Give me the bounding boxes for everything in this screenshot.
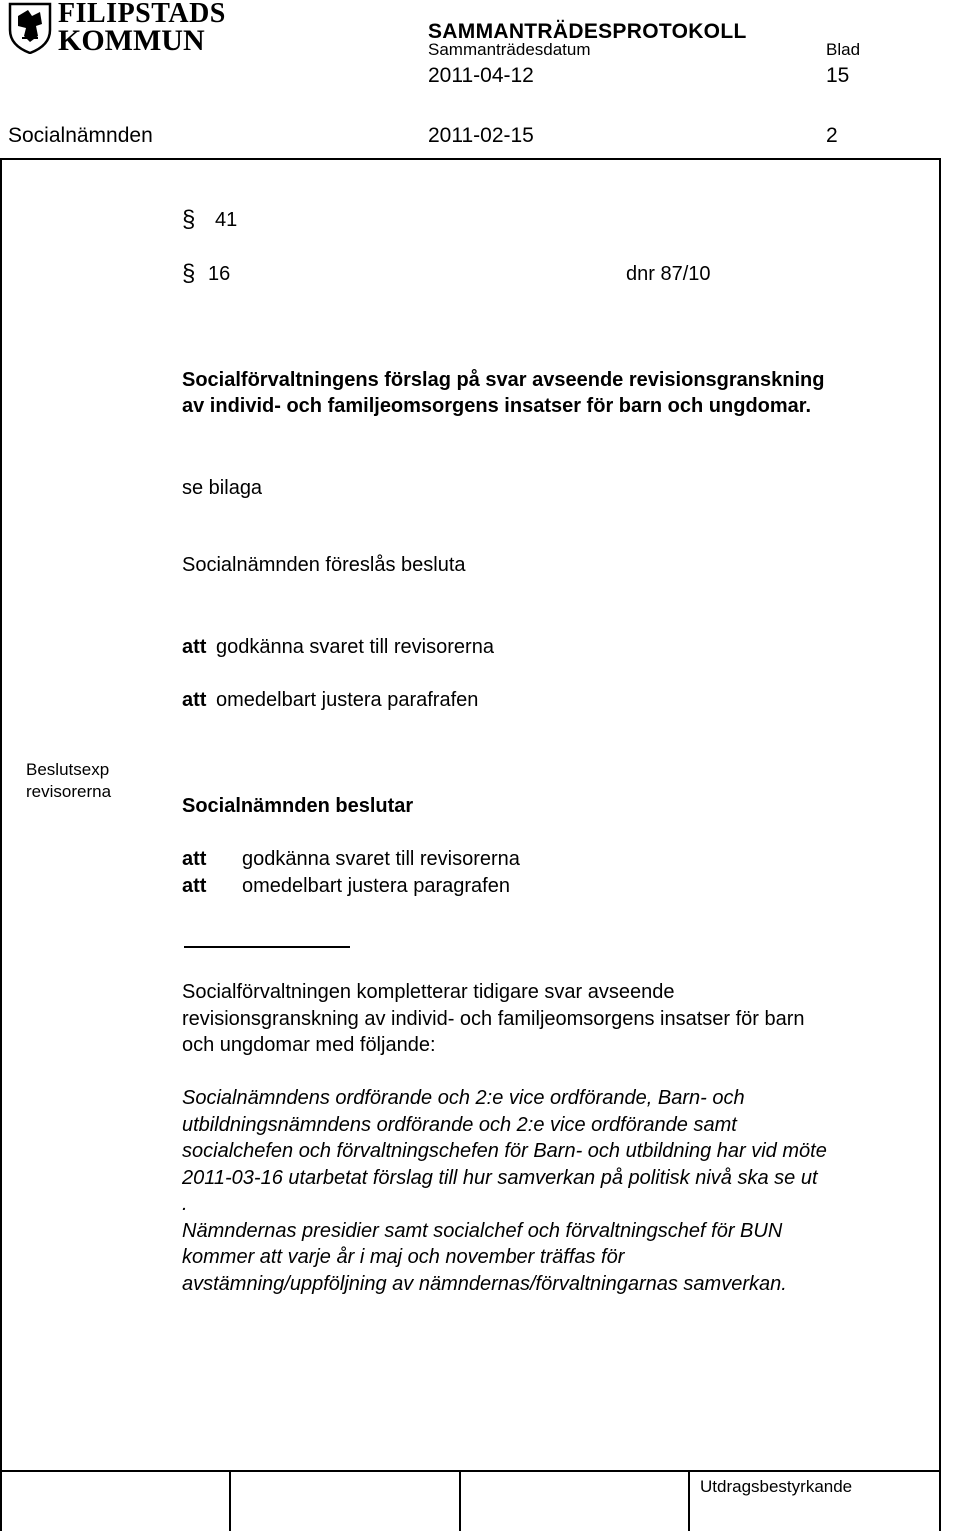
frame-left — [0, 158, 2, 1531]
header-divider — [0, 158, 941, 160]
supplement-line: revisionsgranskning av individ- och familjeomsorgens insatser för barn — [182, 1007, 805, 1030]
supplement-line: Socialförvaltningen kompletterar tidigare svar avseende — [182, 981, 675, 1003]
footer-separator-3 — [688, 1470, 690, 1531]
decision-heading: Socialnämnden beslutar — [182, 795, 414, 817]
document-type: SAMMANTRÄDESPROTOKOLL — [428, 20, 747, 43]
italic-line: Nämndernas presidier samt socialchef och förvaltningschef för BUN — [182, 1219, 783, 1242]
coat-of-arms-icon — [8, 2, 52, 54]
distribution-recipient: revisorerna — [26, 782, 112, 801]
utdragsbestyrkande-label: Utdragsbestyrkande — [700, 1477, 853, 1496]
section-symbol: § — [182, 206, 196, 233]
italic-line: utbildningsnämndens ordförande och 2:e vice ordförande samt — [182, 1113, 737, 1136]
proposal-item — [182, 687, 478, 713]
page-number: 15 — [826, 64, 850, 87]
italic-line: Socialnämndens ordförande och 2:e vice ordförande, Barn- och — [182, 1087, 745, 1109]
section-symbol: § — [182, 260, 196, 287]
italic-line: . — [182, 1193, 188, 1215]
italic-line: 2011-03-16 utarbetat förslag till hur samverkan på politisk nivå ska se ut — [182, 1166, 818, 1189]
date-label: Sammanträdesdatum — [428, 40, 591, 59]
italic-line: avstämning/uppföljning av nämndernas/förvaltningarnas samverkan. — [182, 1272, 787, 1295]
meeting-date: 2011-04-12 — [428, 64, 534, 87]
kommun-logo — [8, 0, 226, 57]
original-date: 2011-02-15 — [428, 124, 534, 147]
att-label: att — [182, 689, 207, 711]
frame-right — [939, 158, 941, 1531]
distribution-label: Beslutsexp — [26, 760, 110, 779]
italic-line: socialchefen och förvaltningschefen för Barn- och utbildning har vid möte — [182, 1140, 827, 1162]
supplement-paragraph — [182, 979, 805, 1059]
matter-title-line2: av individ- och familjeomsorgens insatser för barn och ungdomar. — [182, 395, 812, 417]
proposal-item-text: godkänna svaret till revisorerna — [216, 636, 494, 658]
decision-item-text: omedelbart justera paragrafen — [242, 875, 510, 897]
diary-number: dnr 87/10 — [626, 263, 711, 285]
footer-divider — [0, 1470, 941, 1472]
att-label: att — [182, 848, 207, 870]
att-label: att — [182, 875, 207, 897]
logo-text-line2: KOMMUN — [58, 24, 205, 57]
paragraph-number-16: 16 — [208, 263, 231, 285]
italic-line: kommer att varje år i maj och november träffas för — [182, 1246, 625, 1268]
original-page: 2 — [826, 124, 838, 147]
footer-separator-1 — [229, 1470, 231, 1531]
attachment-note: se bilaga — [182, 477, 263, 499]
matter-title-line1: Socialförvaltningens förslag på svar avseende revisionsgranskning — [182, 369, 825, 391]
section-rule — [184, 946, 350, 948]
footer-separator-2 — [459, 1470, 461, 1531]
committee-name: Socialnämnden — [8, 124, 153, 147]
proposal-item — [182, 634, 494, 660]
proposal-heading: Socialnämnden föreslås besluta — [182, 554, 466, 576]
att-label: att — [182, 636, 207, 658]
logo-text-line1: FILIPSTADS — [58, 0, 226, 29]
paragraph-number-41: 41 — [215, 209, 238, 231]
proposal-item-text: omedelbart justera parafrafen — [216, 689, 479, 711]
italic-paragraph — [182, 1085, 827, 1297]
blad-label: Blad — [826, 40, 861, 59]
supplement-line: och ungdomar med följande: — [182, 1034, 436, 1056]
decision-item-text: godkänna svaret till revisorerna — [242, 848, 520, 870]
